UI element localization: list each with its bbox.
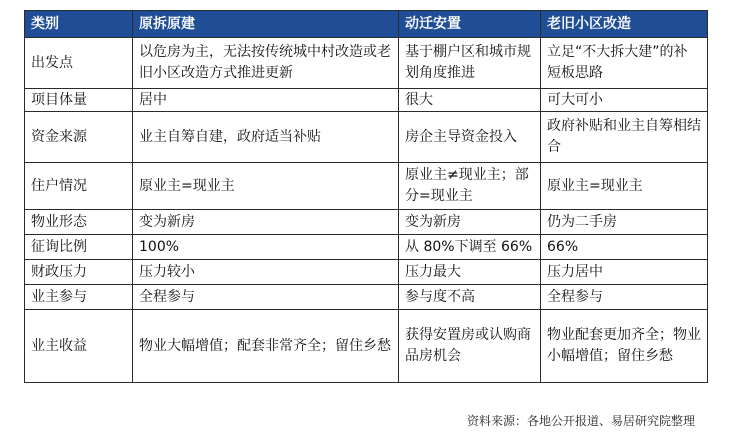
source-note: 资料来源：各地公开报道、易居研究院整理 (466, 414, 695, 428)
table-cell (399, 163, 541, 210)
table-cell (399, 38, 541, 89)
cell-text: 获得安置房或认购商品房机会 (405, 327, 531, 364)
table-cell (399, 260, 541, 285)
table-cell (541, 89, 708, 112)
cell-text: 从 80%下调至 66% (405, 238, 533, 255)
cell-text: 100% (139, 238, 180, 255)
table-cell (541, 112, 708, 163)
table-cell (399, 210, 541, 235)
table-cell (541, 38, 708, 89)
cell-text: 物业配套更加齐全；物业小幅增值；留住乡愁 (547, 327, 701, 364)
cell-text: 业主自筹自建，政府适当补贴 (139, 128, 321, 145)
cell-text: 物业大幅增值；配套非常齐全；留住乡愁 (139, 337, 391, 354)
cell-text: 以危房为主，无法按传统城中村改造或老旧小区改造方式推进更新 (139, 44, 391, 81)
table-cell (133, 112, 399, 163)
cell-text: 压力较小 (139, 263, 195, 280)
table-row (25, 235, 708, 260)
table-cell (399, 112, 541, 163)
table-cell (133, 235, 399, 260)
table-cell (541, 235, 708, 260)
cell-text: 压力最大 (405, 263, 461, 280)
row-label: 业主参与 (25, 285, 133, 310)
table-cell (541, 310, 708, 383)
header-old-community-renovation: 老旧小区改造 (541, 11, 708, 38)
table-cell (133, 210, 399, 235)
cell-text: 居中 (139, 91, 167, 108)
cell-text: 变为新房 (139, 213, 195, 230)
cell-text: 政府补贴和业主自筹相结合 (547, 118, 701, 155)
cell-text: 原业主=现业主 (547, 177, 643, 194)
table-row (25, 89, 708, 112)
cell-text: 全程参与 (139, 288, 195, 305)
table-cell (133, 89, 399, 112)
table-cell (133, 285, 399, 310)
cell-text: 原业主≠现业主；部分=现业主 (405, 167, 529, 204)
table-cell (541, 210, 708, 235)
header-row (25, 11, 708, 38)
header-category: 类别 (25, 11, 133, 38)
row-label: 征询比例 (25, 235, 133, 260)
table-cell (541, 285, 708, 310)
row-label: 财政压力 (25, 260, 133, 285)
row-label: 出发点 (25, 38, 133, 89)
table-row (25, 260, 708, 285)
row-label: 资金来源 (25, 112, 133, 163)
table-body (25, 38, 708, 383)
cell-text: 很大 (405, 91, 433, 108)
table-cell (541, 163, 708, 210)
cell-text: 基于棚户区和城市规划角度推进 (405, 44, 531, 81)
table-cell (399, 310, 541, 383)
table-cell (133, 260, 399, 285)
cell-text: 房企主导资金投入 (405, 128, 517, 145)
header-rebuild-in-place: 原拆原建 (133, 11, 399, 38)
table-row (25, 112, 708, 163)
cell-text: 可大可小 (547, 91, 603, 108)
table-header (25, 11, 708, 38)
cell-text: 66% (547, 238, 579, 255)
cell-text: 全程参与 (547, 288, 603, 305)
row-label: 项目体量 (25, 89, 133, 112)
cell-text: 立足“不大拆大建”的补短板思路 (547, 44, 688, 81)
cell-text: 变为新房 (405, 213, 461, 230)
cell-text: 原业主=现业主 (139, 177, 235, 194)
table-cell (399, 235, 541, 260)
table-row (25, 38, 708, 89)
cell-text: 参与度不高 (405, 288, 475, 305)
cell-text: 仍为二手房 (547, 213, 617, 230)
table-cell (133, 310, 399, 383)
table-row (25, 310, 708, 383)
table-row (25, 210, 708, 235)
table-row (25, 163, 708, 210)
row-label: 住户情况 (25, 163, 133, 210)
table-cell (541, 260, 708, 285)
table-cell (399, 89, 541, 112)
table-cell (399, 285, 541, 310)
table-row (25, 285, 708, 310)
cell-text: 压力居中 (547, 263, 603, 280)
table-cell (133, 38, 399, 89)
table-cell (133, 163, 399, 210)
row-label: 物业形态 (25, 210, 133, 235)
header-relocation: 动迁安置 (399, 11, 541, 38)
comparison-table (24, 10, 708, 383)
row-label: 业主收益 (25, 310, 133, 383)
